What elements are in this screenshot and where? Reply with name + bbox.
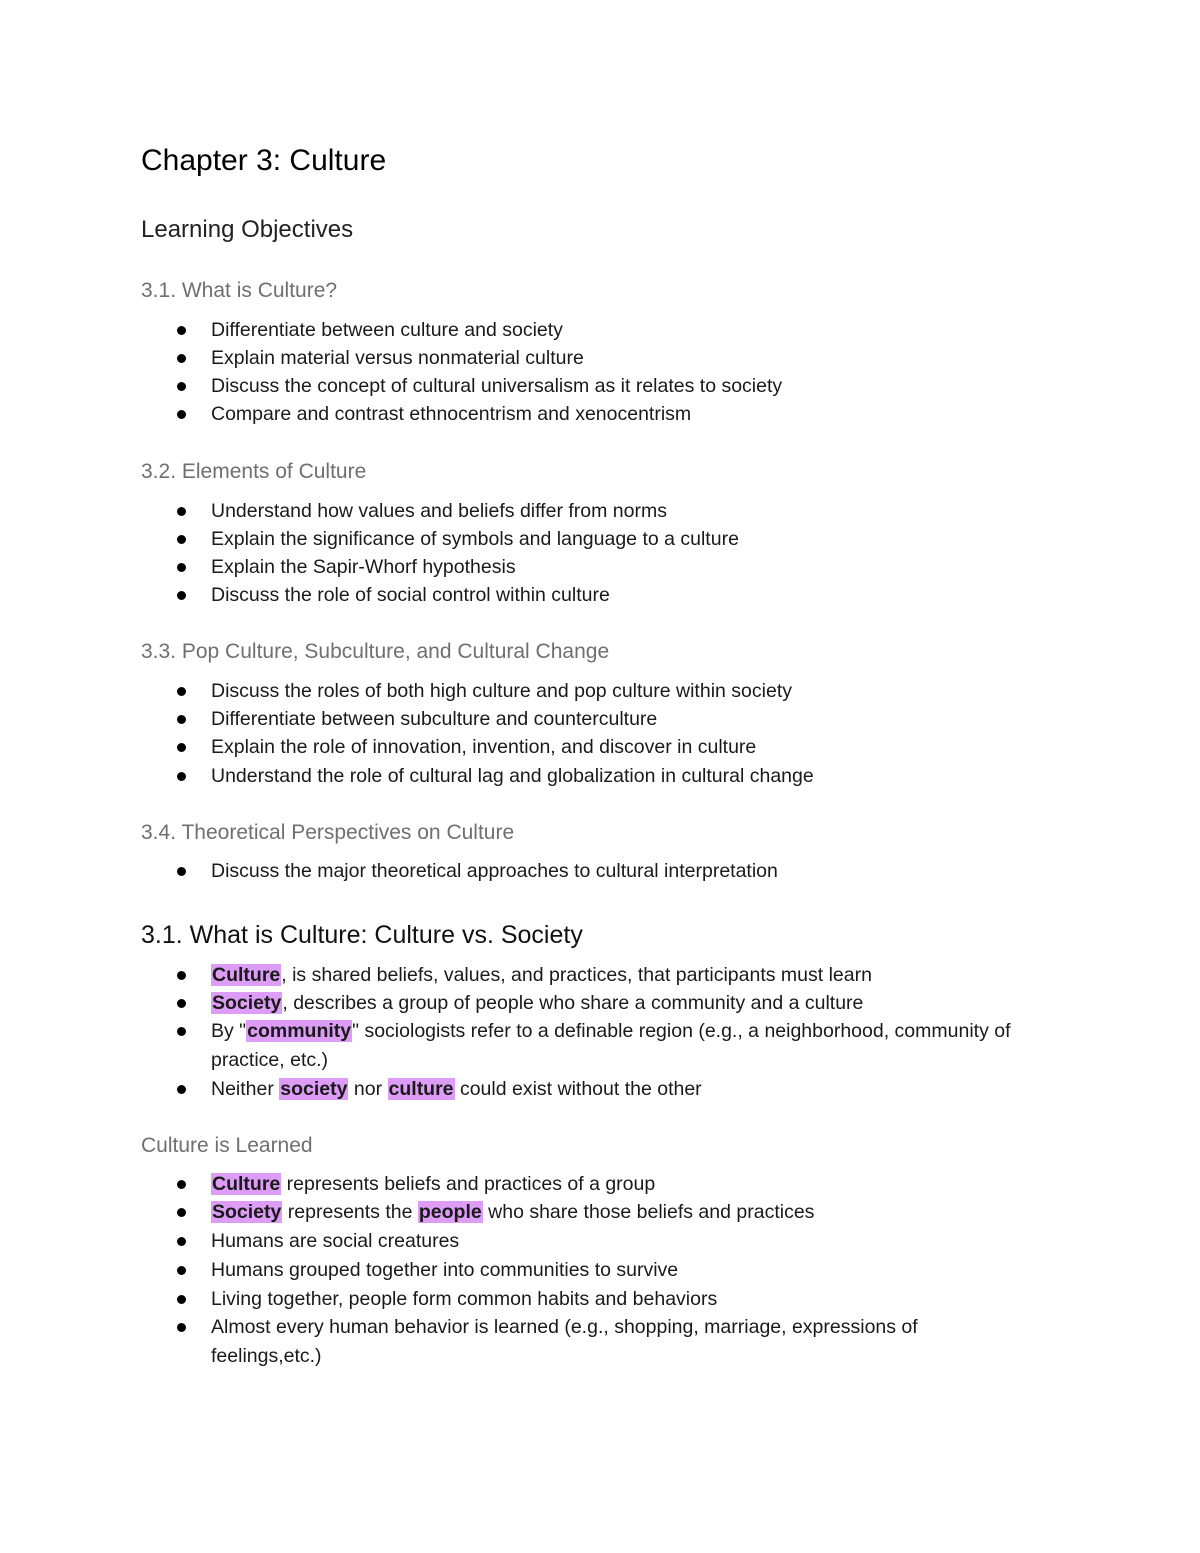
highlighted-term: Society [212,1201,282,1223]
section-heading-3-1: 3.1. What is Culture? [141,279,338,302]
highlighted-term: people [418,1201,482,1223]
page-title: Chapter 3: Culture [141,144,387,177]
highlighted-term: Culture [212,1173,281,1195]
bullet-icon [177,1323,186,1332]
section-heading-3-3: 3.3. Pop Culture, Subculture, and Cultural Change [141,640,610,663]
bullet-icon [177,743,186,752]
section-heading-3-2: 3.2. Elements of Culture [141,460,367,483]
bullet-icon [177,591,186,600]
bullet-icon [177,1027,186,1036]
bullet-icon [177,715,186,724]
highlighted-term: community [247,1020,352,1042]
bullet-icon [177,867,186,876]
bullet-icon [177,1180,186,1189]
bullet-icon [177,1266,186,1275]
bullet-icon [177,507,186,516]
bullet-icon [177,410,186,419]
bullet-icon [177,971,186,980]
highlighted-term: Society [212,992,282,1014]
bullet-icon [177,999,186,1008]
bullet-icon [177,687,186,696]
bullet-icon [177,1085,186,1094]
section-heading-3-4: 3.4. Theoretical Perspectives on Culture [141,821,515,844]
highlighted-term: Culture [212,964,281,986]
learning-objectives-heading: Learning Objectives [141,216,354,243]
bullet-icon [177,1237,186,1246]
bullet-icon [177,563,186,572]
bullet-icon [177,326,186,335]
document-page: Chapter 3: Culture Learning Objectives 3.1. What is Culture? Differentiate between culture and society Explain material versus nonmaterial culture Discuss the concept of cultural universalism as it relates to society Compare and contrast ethnocentrism and xenocentrism 3.2. Elements of Culture Understand how values and beliefs differ from norms Explain the significance of symbols and language to a culture Explain the Sapir-Whorf hypothesis Discuss the role of social control within culture 3.3. Pop Culture, Subculture, and Cultural Change Discuss the roles of both high culture and pop culture within society Differentiate between subculture and counterculture Explain the role of innovation, invention, and discover in culture Understand the role of cultural lag and globalization in cultural change 3.4. Theoretical Perspectives on Culture Discuss the major theoretical approaches to cultural interpretation 3.1. What is Culture: Culture vs. Society Culture, is shared beliefs, values, and practices, that participants must learn Society, describes a group of people who share a community and a culture By "community" sociologists refer to a definable region (e.g., a neighborhood, community of practice, etc.) Neither society nor culture could exist without the other Culture is Learned Culture represents beliefs and practices of a group Society represents the people who share those beliefs and practices Humans are social creatures Humans grouped together into communities to survive Living together, people form common habits and behaviors Almost every human behavior is learned (e.g., shopping, marriage, expressions of feelings,etc.) [0,0,1200,1553]
bullet-icon [177,354,186,363]
bullet-icon [177,1208,186,1217]
bullet-icon [177,1295,186,1304]
highlighted-term: culture [388,1078,454,1100]
bullet-icon [177,772,186,781]
bullet-icon [177,382,186,391]
culture-vs-society-heading: 3.1. What is Culture: Culture vs. Society [141,921,583,949]
bullet-icon [177,535,186,544]
highlighted-term: society [280,1078,348,1100]
culture-learned-heading: Culture is Learned [141,1134,313,1157]
